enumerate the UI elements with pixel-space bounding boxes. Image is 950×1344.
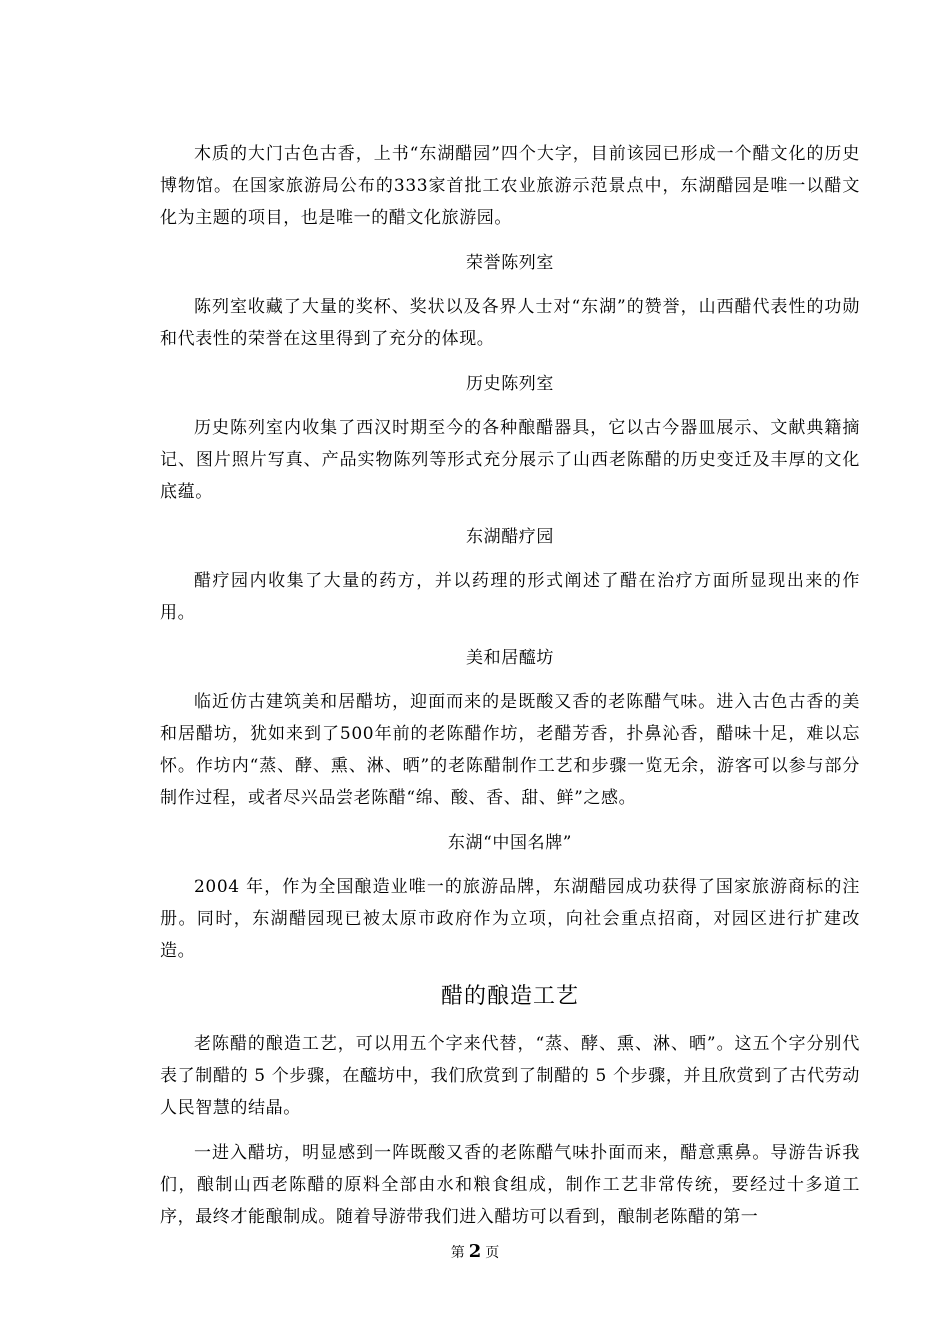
section-title-meihe-workshop: 美和居醯坊 — [466, 648, 554, 668]
paragraph-intro: 木质的大门古色古香，上书“东湖醋园”四个大字，目前该园已形成一个醋文化的历史博物馆。在国家旅游局公布的333家首批工农业旅游示范景点中，东湖醋园是唯一以醋文化为主题的项目，也是唯一的醋文化旅游园。 — [160, 144, 860, 228]
document-body — [160, 138, 860, 1246]
section-title-china-brand: 东湖“中国名牌” — [447, 833, 573, 853]
heading-brewing-process: 醋的酿造工艺 — [440, 984, 579, 1009]
page-label-suffix: 页 — [485, 1245, 500, 1261]
paragraph-meihe-workshop: 临近仿古建筑美和居醋坊，迎面而来的是既酸又香的老陈醋气味。进入古色古香的美和居醋坊，犹如来到了500年前的老陈醋作坊，老醋芳香，扑鼻沁香，醋味十足，难以忘怀。作坊内“蒸、酵、熏、淋、晒”的老陈醋制作工艺和步骤一览无余，游客可以参与部分制作过程，或者尽兴品尝老陈醋“绵、酸、香、甜、鲜”之感。 — [160, 692, 860, 808]
page-number: 2 — [468, 1241, 482, 1262]
paragraph-history-room: 历史陈列室内收集了西汉时期至今的各种酿醋器具，它以古今器皿展示、文献典籍摘记、图片照片写真、产品实物陈列等形式充分展示了山西老陈醋的历史变迁及丰厚的文化底蕴。 — [160, 418, 860, 502]
section-title-history-room: 历史陈列室 — [466, 374, 554, 394]
page-label-prefix: 第 — [450, 1245, 465, 1261]
paragraph-honor-room: 陈列室收藏了大量的奖杯、奖状以及各界人士对“东湖”的赞誉，山西醋代表性的功勋和代表性的荣誉在这里得到了充分的体现。 — [160, 297, 860, 349]
section-title-honor-room: 荣誉陈列室 — [466, 253, 554, 273]
page-footer — [0, 1240, 950, 1265]
section-title-vinegar-therapy: 东湖醋疗园 — [466, 527, 554, 547]
paragraph-brewing-process: 老陈醋的酿造工艺，可以用五个字来代替，“蒸、酵、熏、淋、晒”。这五个字分别代表了制醋的 5 个步骤，在醯坊中，我们欣赏到了制醋的 5 个步骤，并且欣赏到了古代劳动人民智慧的结晶。 — [160, 1034, 860, 1118]
paragraph-workshop-visit: 一进入醋坊，明显感到一阵既酸又香的老陈醋气味扑面而来，醋意熏鼻。导游告诉我们，酿制山西老陈醋的原料全部由水和粮食组成，制作工艺非常传统，要经过十多道工序，最终才能酿制成。随着导游带我们进入醋坊可以看到，酿制老陈醋的第一 — [160, 1143, 860, 1227]
paragraph-vinegar-therapy: 醋疗园内收集了大量的药方，并以药理的形式阐述了醋在治疗方面所显现出来的作用。 — [160, 571, 860, 623]
paragraph-china-brand: 2004 年，作为全国酿造业唯一的旅游品牌，东湖醋园成功获得了国家旅游商标的注册。同时，东湖醋园现已被太原市政府作为立项，向社会重点招商，对园区进行扩建改造。 — [160, 877, 860, 961]
